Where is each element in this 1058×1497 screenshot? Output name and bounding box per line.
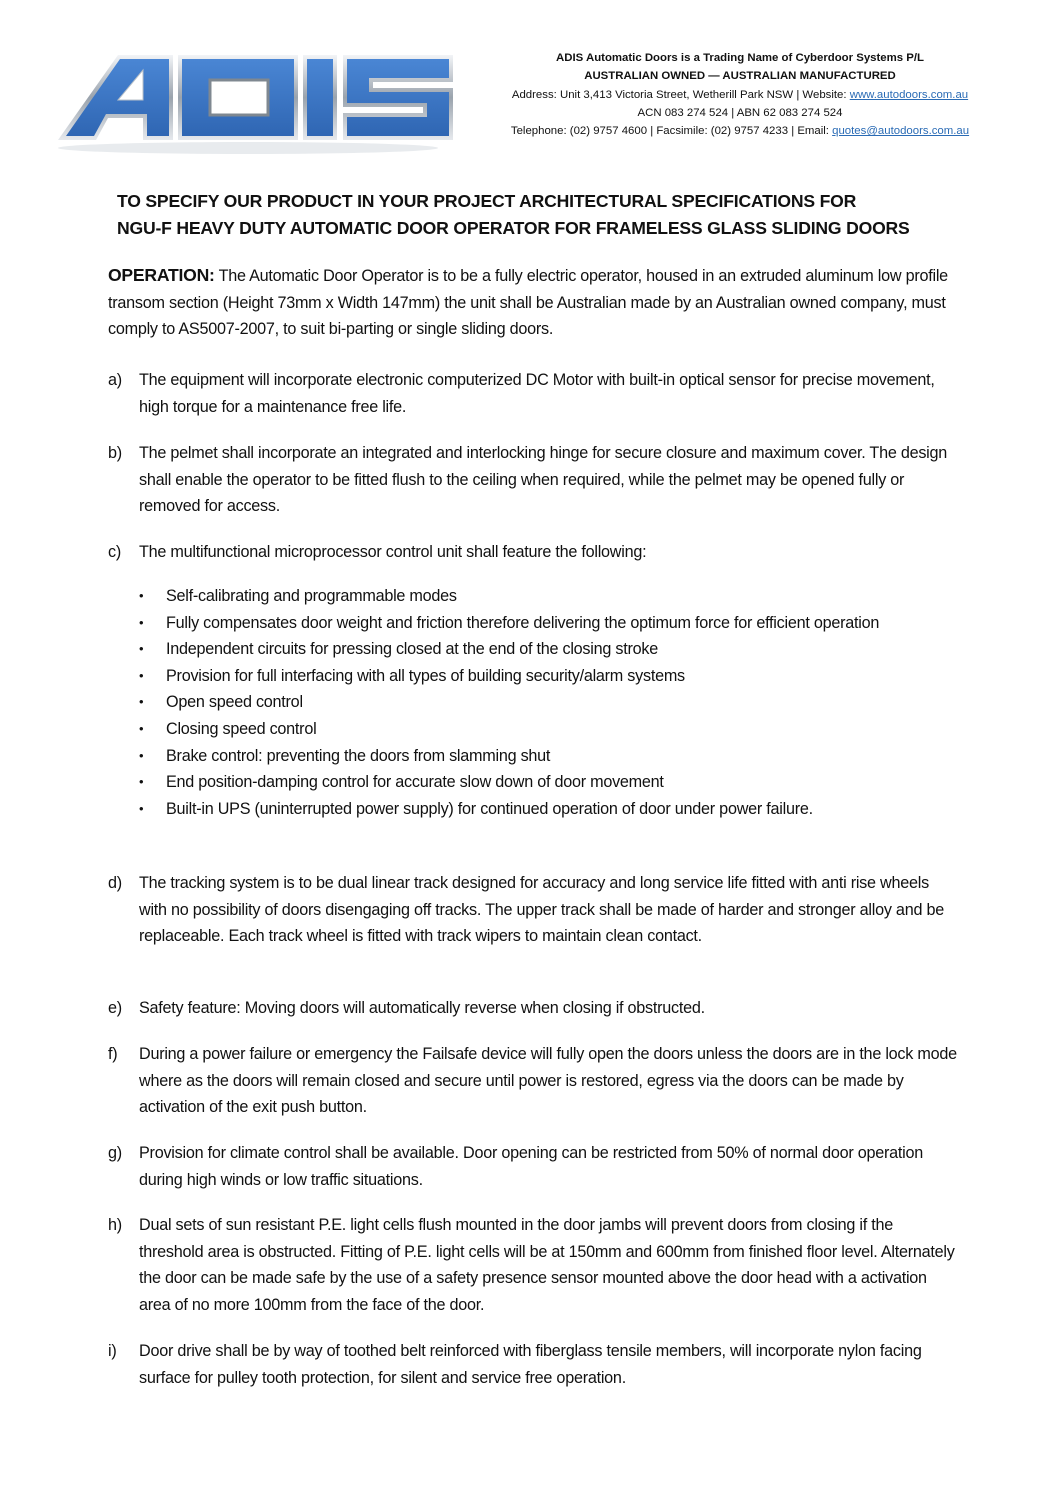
item-text: The equipment will incorporate electronic computerized DC Motor with built-in optical sensor for precise movement, high torque for a maintenance free life. [139, 371, 935, 416]
feature-list [137, 583, 957, 822]
item-marker: e) [108, 999, 122, 1017]
spec-item-a [108, 367, 958, 420]
spec-item-b [108, 440, 958, 520]
item-text: Dual sets of sun resistant P.E. light cells flush mounted in the door jambs will prevent doors from closing if the threshold area is obstructed. Fitting of P.E. light cells will be at 150mm and 600mm from finished floor level. Alternately the door can be made safe by the use of a safety presence sensor mounted above the door head with a activation area of no more 100mm from the face of the door. [139, 1216, 955, 1314]
bullet-icon: • [139, 588, 144, 603]
ownership-tagline: AUSTRALIAN OWNED — AUSTRALIAN MANUFACTURED [584, 70, 896, 83]
contact-text: Telephone: (02) 9757 4600 | Facsimile: (02) 9757 4233 | Email: [510, 125, 833, 138]
bullet-icon: • [139, 667, 144, 683]
spec-item-f [108, 1041, 958, 1121]
email-link[interactable]: quotes@autodoors.com.au [832, 125, 970, 138]
spec-item-d [108, 870, 958, 950]
item-marker: i) [108, 1342, 117, 1360]
item-text: The multifunctional microprocessor control unit shall feature the following: [139, 543, 647, 561]
title-line-2: NGU-F HEAVY DUTY AUTOMATIC DOOR OPERATOR FOR FRAMELESS GLASS SLIDING DOORS [117, 218, 910, 238]
operation-paragraph [108, 262, 958, 343]
feature-item: • Fully compensates door weight and friction therefore delivering the optimum force for efficient operation [137, 610, 957, 637]
bullet-icon: • [139, 614, 144, 630]
bullet-icon: • [139, 641, 144, 657]
item-marker: c) [108, 543, 121, 561]
item-marker: g) [108, 1144, 122, 1162]
item-text: Safety feature: Moving doors will automatically reverse when closing if obstructed. [139, 999, 705, 1017]
feature-item: • Built-in UPS (uninterrupted power supply) for continued operation of door under power failure. [137, 796, 957, 823]
item-marker: h) [108, 1216, 122, 1234]
feature-item: • Open speed control [137, 689, 957, 716]
spec-item-g [108, 1140, 958, 1193]
item-marker: b) [108, 444, 122, 462]
feature-item: • Closing speed control [137, 716, 957, 743]
spec-item-i [108, 1338, 958, 1391]
item-text: Door drive shall be by way of toothed belt reinforced with fiberglass tensile members, will incorporate nylon facing surface for pulley tooth protection, for silent and service free operation. [139, 1342, 922, 1387]
item-marker: d) [108, 874, 122, 892]
item-marker: a) [108, 371, 122, 389]
item-marker: f) [108, 1045, 118, 1063]
page-title [117, 188, 1017, 242]
address-line [470, 86, 1010, 104]
address-text: Address: Unit 3,413 Victoria Street, Wetherill Park NSW | Website: [511, 88, 850, 101]
spec-item-e [108, 995, 958, 1022]
feature-item: • Brake control: preventing the doors from slamming shut [137, 743, 957, 770]
adis-logo [38, 40, 458, 160]
item-text: During a power failure or emergency the Failsafe device will fully open the doors unless the doors are in the lock mode where as the doors will remain closed and secure until power is restored, egress via the doors can be made by activation of the exit push button. [139, 1045, 957, 1117]
adis-logo-icon [38, 40, 458, 160]
feature-item: • Independent circuits for pressing closed at the end of the closing stroke [137, 636, 957, 663]
company-info [470, 49, 1010, 140]
bullet-icon: • [139, 747, 144, 763]
item-text: The tracking system is to be dual linear track designed for accuracy and long service life fitted with anti rise wheels with no possibility of doors disengaging off tracks. The upper track shall be made of harder and stronger alloy and be replaceable. Each track wheel is fitted with track wipers to maintain clean contact. [139, 874, 944, 946]
operation-text: The Automatic Door Operator is to be a fully electric operator, housed in an extruded aluminum low profile transom section (Height 73mm x Width 147mm) the unit shall be Australian made by an Australian owned company, must comply to AS5007-2007, to suit bi-parting or single sliding doors. [108, 267, 948, 339]
website-link[interactable]: www.autodoors.com.au [849, 88, 969, 101]
item-text: Provision for climate control shall be available. Door opening can be restricted from 50% of normal door operation during high winds or low traffic situations. [139, 1144, 923, 1189]
title-line-1: TO SPECIFY OUR PRODUCT IN YOUR PROJECT ARCHITECTURAL SPECIFICATIONS FOR [117, 191, 857, 211]
item-text: The pelmet shall incorporate an integrated and interlocking hinge for secure closure and maximum cover. The design shall enable the operator to be fitted flush to the ceiling when required, while the pelmet may be opened fully or removed for access. [139, 444, 948, 516]
feature-item: • End position-damping control for accurate slow down of door movement [137, 769, 957, 796]
bullet-icon: • [139, 720, 144, 736]
contact-line [470, 122, 1010, 140]
bullet-icon: • [139, 774, 144, 790]
feature-item: • Self-calibrating and programmable modes [137, 583, 957, 610]
spec-item-c [108, 539, 958, 566]
trading-name: ADIS Automatic Doors is a Trading Name of Cyberdoor Systems P/L [556, 52, 924, 64]
operation-label: OPERATION: [108, 265, 215, 285]
spec-item-h [108, 1212, 958, 1318]
registration-line: ACN 083 274 524 | ABN 62 083 274 524 [637, 106, 843, 119]
feature-item: • Provision for full interfacing with all types of building security/alarm systems [137, 663, 957, 690]
bullet-icon: • [139, 694, 144, 710]
bullet-icon: • [139, 800, 144, 816]
